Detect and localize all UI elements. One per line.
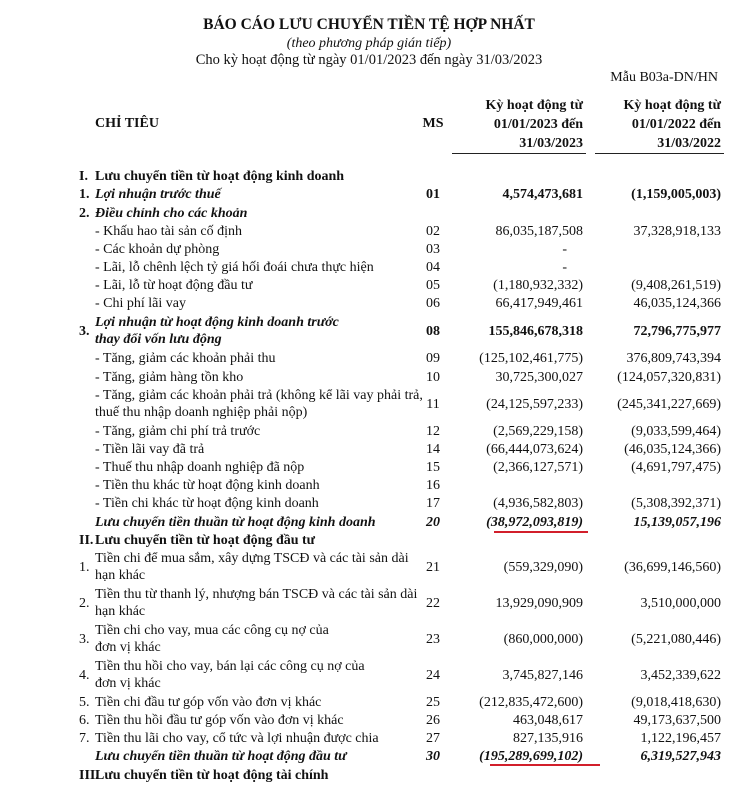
- row-label: - Tăng, giảm chi phí trả trước: [95, 424, 261, 439]
- row-label: Lưu chuyển tiền từ hoạt động đầu tư: [95, 533, 316, 548]
- row-index: II.: [79, 533, 94, 548]
- row-label: - Khấu hao tài sản cố định: [95, 224, 242, 239]
- column-header-name: CHỈ TIÊU: [95, 116, 159, 131]
- row-label: - Chi phí lãi vay: [95, 296, 186, 311]
- row-value-current: (66,444,073,624): [486, 442, 583, 457]
- row-value-current: -: [562, 260, 567, 275]
- row-ms: 22: [426, 596, 440, 611]
- row-value-current: (212,835,472,600): [479, 695, 583, 710]
- row-index: 3.: [79, 632, 90, 647]
- row-value-prior: (124,057,320,831): [617, 370, 721, 385]
- row-ms: 26: [426, 713, 440, 728]
- row-value-current: 66,417,949,461: [495, 296, 583, 311]
- row-index: 1.: [79, 560, 90, 575]
- row-ms: 06: [426, 296, 440, 311]
- row-value-prior: (5,308,392,371): [631, 496, 721, 511]
- row-ms: 17: [426, 496, 440, 511]
- row-ms: 27: [426, 731, 440, 746]
- row-label: Tiền chi để mua sắm, xây dựng TSCĐ và các tài sản dài hạn khác: [95, 551, 409, 583]
- row-label: - Tăng, giảm các khoản phải thu: [95, 351, 276, 366]
- row-value-prior: 1,122,196,457: [640, 731, 721, 746]
- row-ms: 30: [426, 749, 440, 764]
- row-value-prior: 49,173,637,500: [633, 713, 721, 728]
- row-value-prior: 376,809,743,394: [626, 351, 721, 366]
- row-ms: 14: [426, 442, 440, 457]
- row-value-current: 463,048,617: [513, 713, 583, 728]
- row-value-prior: 15,139,057,196: [633, 515, 721, 530]
- row-label: - Lãi, lỗ chênh lệch tỷ giá hối đoái chưa thực hiện: [95, 260, 374, 275]
- row-label: - Các khoản dự phòng: [95, 242, 220, 257]
- row-value-current: (860,000,000): [503, 632, 583, 647]
- row-value-current: 30,725,300,027: [495, 370, 583, 385]
- row-ms: 01: [426, 187, 440, 202]
- header-rule-current: [452, 153, 586, 154]
- row-value-current: (125,102,461,775): [479, 351, 583, 366]
- row-index: 3.: [79, 324, 90, 339]
- row-label: Lưu chuyển tiền thuần từ hoạt động đầu tư: [95, 749, 347, 764]
- row-ms: 10: [426, 370, 440, 385]
- row-label: - Tiền lãi vay đã trả: [95, 442, 205, 457]
- row-ms: 21: [426, 560, 440, 575]
- row-label: Tiền thu hồi đầu tư góp vốn vào đơn vị khác: [95, 713, 344, 728]
- row-ms: 16: [426, 478, 440, 493]
- row-value-current: (2,569,229,158): [493, 424, 583, 439]
- row-value-current: 86,035,187,508: [495, 224, 583, 239]
- row-label: Điều chỉnh cho các khoản: [95, 206, 248, 221]
- row-value-prior: (5,221,080,446): [631, 632, 721, 647]
- row-index: 6.: [79, 713, 90, 728]
- row-value-current: 155,846,678,318: [488, 324, 583, 339]
- row-value-prior: 3,510,000,000: [640, 596, 721, 611]
- row-label: Tiền chi cho vay, mua các công cụ nợ của đơn vị khác: [95, 623, 329, 655]
- row-value-current: (38,972,093,819): [486, 515, 583, 530]
- report-title: BÁO CÁO LƯU CHUYỂN TIỀN TỆ HỢP NHẤT: [203, 16, 535, 33]
- row-value-prior: 3,452,339,622: [640, 668, 721, 683]
- row-label: Lưu chuyển tiền từ hoạt động tài chính: [95, 768, 329, 783]
- row-label: Lợi nhuận từ hoạt động kinh doanh trước thay đổi vốn lưu động: [95, 315, 339, 347]
- row-ms: 25: [426, 695, 440, 710]
- row-value-prior: (4,691,797,475): [631, 460, 721, 475]
- row-value-prior: (1,159,005,003): [631, 187, 721, 202]
- row-label: Tiền chi đầu tư góp vốn vào đơn vị khác: [95, 695, 322, 710]
- row-value-prior: 72,796,775,977: [633, 324, 721, 339]
- header-rule-prior: [595, 153, 724, 154]
- row-index: 2.: [79, 596, 90, 611]
- row-value-current: (559,329,090): [503, 560, 583, 575]
- form-code: Mẫu B03a-DN/HN: [610, 70, 718, 85]
- column-header-ms: MS: [422, 116, 444, 131]
- row-label: - Thuế thu nhập doanh nghiệp đã nộp: [95, 460, 305, 475]
- row-label: Tiền thu từ thanh lý, nhượng bán TSCĐ và các tài sản dài hạn khác: [95, 587, 418, 619]
- row-ms: 09: [426, 351, 440, 366]
- column-header-prior: [598, 96, 721, 153]
- row-value-current: (24,125,597,233): [486, 397, 583, 412]
- row-value-current: (1,180,932,332): [493, 278, 583, 293]
- row-ms: 03: [426, 242, 440, 257]
- row-value-current: (2,366,127,571): [493, 460, 583, 475]
- row-ms: 24: [426, 668, 440, 683]
- row-index: III.: [79, 768, 99, 783]
- row-ms: 04: [426, 260, 440, 275]
- row-value-current: -: [562, 242, 567, 257]
- row-value-current: (4,936,582,803): [493, 496, 583, 511]
- report-period: Cho kỳ hoạt động từ ngày 01/01/2023 đến ngày 31/03/2023: [195, 52, 543, 68]
- row-label: Tiền thu hồi cho vay, bán lại các công cụ nợ của đơn vị khác: [95, 659, 365, 691]
- row-value-prior: (9,033,599,464): [631, 424, 721, 439]
- row-index: I.: [79, 169, 88, 184]
- row-label: - Lãi, lỗ từ hoạt động đầu tư: [95, 278, 253, 293]
- row-index: 2.: [79, 206, 90, 221]
- row-value-prior: (46,035,124,366): [624, 442, 721, 457]
- row-value-current: 3,745,827,146: [502, 668, 583, 683]
- row-label: Lưu chuyển tiền thuần từ hoạt động kinh doanh: [95, 515, 376, 530]
- row-value-prior: 46,035,124,366: [633, 296, 721, 311]
- row-index: 1.: [79, 187, 90, 202]
- column-header-prior-line2: 01/01/2022 đến: [631, 117, 721, 132]
- row-ms: 15: [426, 460, 440, 475]
- row-value-prior: (9,408,261,519): [631, 278, 721, 293]
- row-value-current: 13,929,090,909: [495, 596, 583, 611]
- row-ms: 11: [426, 397, 440, 412]
- row-label: - Tăng, giảm các khoản phải trả (không kể lãi vay phải trả, thuế thu nhập doanh nghiệp phải nộp): [95, 388, 423, 420]
- column-header-current-line2: 01/01/2023 đến: [493, 117, 583, 132]
- row-label: Lợi nhuận trước thuế: [95, 187, 221, 202]
- row-value-prior: (245,341,227,669): [617, 397, 721, 412]
- column-header-prior-line1: Kỳ hoạt động từ: [623, 98, 721, 113]
- row-value-current: 4,574,473,681: [502, 187, 583, 202]
- column-header-current-line3: 31/03/2023: [519, 136, 583, 151]
- row-label: - Tiền chi khác từ hoạt động kinh doanh: [95, 496, 319, 511]
- column-header-current-line1: Kỳ hoạt động từ: [485, 98, 583, 113]
- row-ms: 02: [426, 224, 440, 239]
- row-index: 4.: [79, 668, 90, 683]
- row-index: 7.: [79, 731, 90, 746]
- row-label: Tiền thu lãi cho vay, cổ tức và lợi nhuận được chia: [95, 731, 379, 746]
- highlight-underline: [494, 531, 588, 533]
- row-value-prior: (9,018,418,630): [631, 695, 721, 710]
- row-value-prior: 37,328,918,133: [633, 224, 721, 239]
- row-value-current: 827,135,916: [513, 731, 583, 746]
- row-value-prior: 6,319,527,943: [640, 749, 721, 764]
- row-label: - Tiền thu khác từ hoạt động kinh doanh: [95, 478, 320, 493]
- report-subtitle: (theo phương pháp gián tiếp): [286, 36, 452, 51]
- row-ms: 08: [426, 324, 440, 339]
- row-value-current: (195,289,699,102): [479, 749, 583, 764]
- column-header-prior-line3: 31/03/2022: [657, 136, 721, 151]
- row-ms: 20: [426, 515, 440, 530]
- row-ms: 05: [426, 278, 440, 293]
- row-value-prior: (36,699,146,560): [624, 560, 721, 575]
- row-label: Lưu chuyển tiền từ hoạt động kinh doanh: [95, 169, 345, 184]
- row-ms: 23: [426, 632, 440, 647]
- highlight-underline: [490, 764, 600, 766]
- row-index: 5.: [79, 695, 90, 710]
- row-label: - Tăng, giảm hàng tồn kho: [95, 370, 244, 385]
- row-ms: 12: [426, 424, 440, 439]
- column-header-current: [455, 96, 583, 153]
